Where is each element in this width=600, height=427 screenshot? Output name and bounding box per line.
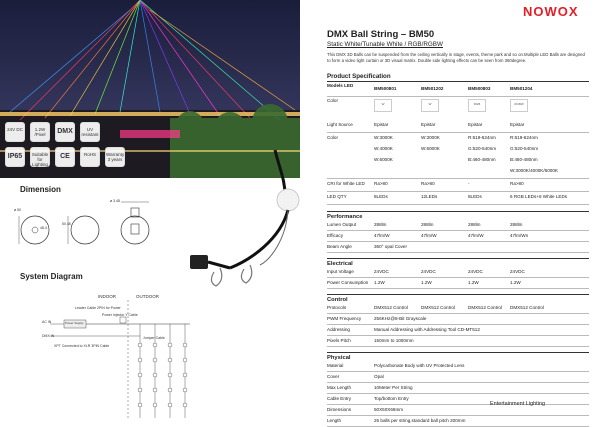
color-swatch: RGBW	[510, 99, 528, 112]
spec-value: 1.2W	[421, 280, 432, 285]
spec-value: 288lm	[374, 222, 387, 227]
spec-group-heading: Electrical	[327, 258, 589, 267]
indoor-label: INDOOR	[98, 294, 116, 299]
spec-value: 1.2W	[468, 280, 479, 285]
row-rule	[327, 404, 589, 405]
spec-label: Efficacy	[327, 233, 343, 238]
spec-value: G:520-540nm	[468, 146, 497, 151]
spec-value: 288lm	[421, 222, 434, 227]
spec-value: 360° opal Cover	[374, 244, 407, 249]
product-description: This DMX 3D Balls can be suspended from the ceiling vertically in stage, events, theme park and so on.Multiple LED Balls are designed to form a video light curtain or 3D visual matrix. Double side lighting effects can be seen from 360degree.	[327, 52, 585, 63]
spec-value: W:3000K	[374, 135, 393, 140]
dimension-heading: Dimension	[20, 185, 61, 194]
model-header: BM501202	[421, 86, 444, 91]
spec-value: G:520-540nm	[510, 146, 539, 151]
color-swatch: W	[421, 99, 439, 112]
spec-value: 1.2W	[374, 280, 385, 285]
spec-value: 10Meter Per String	[374, 385, 413, 390]
spec-value: W:6000K	[374, 157, 393, 162]
row-rule	[327, 393, 589, 394]
row-rule	[327, 415, 589, 416]
row-rule	[327, 371, 589, 372]
row-rule	[327, 313, 589, 314]
dim-label-4: 48.4	[40, 226, 47, 230]
row-rule	[327, 178, 589, 179]
spec-value: Ra>80	[421, 181, 435, 186]
spec-value: 24VDC	[510, 269, 525, 274]
spec-label: Protocols	[327, 305, 347, 310]
footer-tag: Entertainment Lighting	[490, 401, 546, 407]
spec-value: Manual Addressing with Addressing Tool CD-MT512	[374, 327, 480, 332]
spec-value: 47lm/Wn	[510, 233, 529, 238]
brand-logo: NOWOX	[523, 4, 579, 19]
row-rule	[327, 346, 589, 347]
row-rule	[327, 252, 589, 253]
row-rule	[327, 204, 589, 205]
ac-in-label: AC IN	[42, 320, 52, 324]
spec-value: W:4000K	[374, 146, 393, 151]
row-rule	[327, 132, 589, 133]
jumper-label: Jumper Cable	[143, 336, 165, 340]
spec-label: Lumen Output	[327, 222, 357, 227]
row-rule	[327, 288, 589, 289]
row-rule	[327, 230, 589, 231]
controller-label: XPT Connected to XLR 3PIN Cable	[54, 344, 110, 348]
spec-value: Ra>80	[510, 181, 524, 186]
spec-value: 150mm to 1000mm	[374, 338, 414, 343]
badge-label: Suitable for Lighting	[31, 152, 49, 167]
model-header: BM500801	[374, 86, 397, 91]
spec-label: Material	[327, 363, 344, 368]
spec-value: Ra>80	[374, 181, 388, 186]
spec-label: LED QTY	[327, 194, 347, 199]
spec-label: Input Voltage	[327, 269, 354, 274]
spec-label: Power Consumption	[327, 280, 369, 285]
spec-value: 256KHz@8-Bit Grayscale	[374, 316, 427, 321]
spec-label: Length	[327, 418, 342, 423]
row-rule	[327, 324, 589, 325]
spec-group-heading: Physical	[327, 352, 589, 361]
spec-value: Epistar	[421, 122, 436, 127]
badge-label: RoHS	[83, 152, 96, 157]
spec-value: 47lm/W	[374, 233, 390, 238]
spec-value: 24VDC	[421, 269, 436, 274]
badge-label: 1.2W /Pixel	[34, 127, 46, 137]
system-heading: System Diagram	[20, 272, 83, 281]
spec-value: DMX512 Control	[510, 305, 544, 310]
model-header: BM500803	[468, 86, 491, 91]
spec-heading: Product Specification	[327, 73, 391, 80]
spec-value: Epistar	[374, 122, 389, 127]
spec-value: Polycarbonate Body with UV Protected Lens	[374, 363, 465, 368]
spec-value: Epistar	[468, 122, 483, 127]
row-rule	[327, 241, 589, 242]
spec-label: Addressing	[327, 327, 350, 332]
spec-value: W:3000K/4000K/6000K	[510, 168, 558, 173]
outdoor-label: OUTDOOR	[136, 294, 159, 299]
spec-label: Dimensions	[327, 407, 351, 412]
spec-label: Pixels Pitch	[327, 338, 351, 343]
spec-value: 47lm/W	[421, 233, 437, 238]
spec-label: Color	[327, 135, 338, 140]
spec-value: 6 RGB LEDs+6 White LEDs	[510, 194, 568, 199]
badge-label: 24V DC	[7, 127, 23, 132]
spec-label: Light Source	[327, 122, 353, 127]
row-rule	[327, 335, 589, 336]
spec-value: 12LEDs	[421, 194, 438, 199]
leader-cable-label: Leader Cable 2PIN for Power	[75, 306, 121, 310]
spec-label: Max Length	[327, 385, 352, 390]
spec-value: Opal	[374, 374, 384, 379]
spec-value: 288lm	[468, 222, 481, 227]
spec-value: 8LEDs	[374, 194, 388, 199]
spec-value: 47lm/W	[468, 233, 484, 238]
color-swatch: RGB	[468, 99, 486, 112]
spec-value: DMX512 Control	[374, 305, 408, 310]
row-rule	[327, 277, 589, 278]
spec-value: -	[468, 181, 470, 186]
dmx-in-label: DMX IN	[42, 334, 55, 338]
spec-value: W:3000K	[421, 135, 440, 140]
row-rule	[327, 382, 589, 383]
badge-label: Warranty 3 years	[106, 152, 125, 162]
product-title: DMX Ball String – BM50	[327, 29, 435, 40]
power-injector-label: Power Injector Y Cable	[102, 313, 138, 317]
spec-label: CRI for White LED	[327, 181, 365, 186]
badge-label: DMX	[57, 128, 73, 135]
badge-label: CE	[60, 153, 70, 160]
spec-value: Epistar	[510, 122, 525, 127]
spec-label: Cable Entry	[327, 396, 352, 401]
dim-label-3: ø 3.48	[110, 199, 120, 203]
spec-group-heading: Performance	[327, 211, 589, 220]
spec-label: PWM Frequency	[327, 316, 362, 321]
spec-value: W:6000K	[421, 146, 440, 151]
spec-value: 25 balls per string,standard ball pitch 200mm	[374, 418, 466, 423]
spec-value: DMX512 Control	[468, 305, 502, 310]
dim-label-2: 50.48	[62, 222, 71, 226]
spec-value: R:619-624nm	[510, 135, 538, 140]
spec-value: R:619-624nm	[468, 135, 496, 140]
spec-value: 288lm	[510, 222, 523, 227]
spec-label: Beam Angle	[327, 244, 352, 249]
spec-value: B:460-480nm	[468, 157, 496, 162]
product-subtitle: Static White/Tunable White / RGB/RGBW	[327, 41, 443, 48]
dim-label-1: ø 50	[14, 208, 22, 212]
color-label: Color	[327, 98, 338, 103]
spec-value: 24VDC	[468, 269, 483, 274]
row-rule	[327, 96, 589, 97]
psu-label: Power Supply	[65, 321, 84, 325]
spec-value: 8LEDs	[468, 194, 482, 199]
models-label: Models LED	[327, 83, 354, 88]
spec-value: B:460-480nm	[510, 157, 538, 162]
color-swatch: W	[374, 99, 392, 112]
spec-group-heading: Control	[327, 294, 589, 303]
badge-label: IP65	[7, 153, 23, 160]
row-rule	[327, 191, 589, 192]
spec-value: 50X50X66mm	[374, 407, 404, 412]
spec-value: DMX512 Control	[421, 305, 455, 310]
badge-label: UV resistant	[81, 127, 99, 137]
spec-value: 1.2W	[510, 280, 521, 285]
spec-value: Top/bottom Entry	[374, 396, 409, 401]
model-header: BM501204	[510, 86, 533, 91]
spec-value: 24VDC	[374, 269, 389, 274]
spec-label: Cover	[327, 374, 340, 379]
